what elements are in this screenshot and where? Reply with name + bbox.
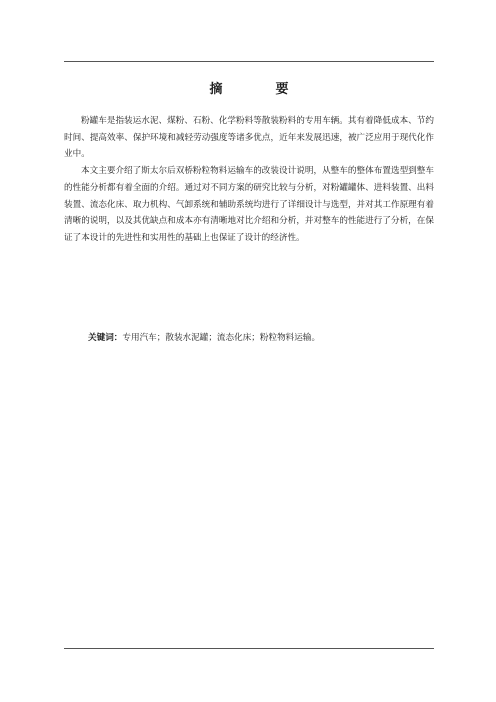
keywords-label: 关键词： [88,333,123,343]
abstract-paragraph-2: 本文主要介绍了斯太尔后双桥粉粒物料运输车的改装设计说明，从整车的整体布置选型到整车的性能分析都有着全面的介绍。通过对不同方案的研究比较与分析，对粉罐罐体、进料装置、出料装置、流态化床、取力机构、气卸系统和辅助系统均进行了详细设计与选型，并对其工作原理有着清晰的说明，以及其优缺点和成本亦有清晰地对比介绍和分析，并对整车的性能进行了分析，在保证了本设计的先进性和实用性的基础上也保证了设计的经济性。 [64,166,434,243]
abstract-paragraph-1: 粉罐车是指装运水泥、煤粉、石粉、化学粉料等散装粉料的专用车辆。其有着降低成本、节约时间、提高效率、保护环境和减轻劳动强度等诸多优点，近年来发展迅速，被广泛应用于现代化作业中。 [64,116,434,160]
keywords-text: 专用汽车；散装水泥罐；流态化床；粉粒物料运输。 [122,333,321,343]
abstract-body [64,113,434,247]
header-rule [64,61,434,62]
abstract-title: 摘 要 [209,82,309,97]
keywords-line [88,331,434,345]
footer-rule [64,648,434,649]
